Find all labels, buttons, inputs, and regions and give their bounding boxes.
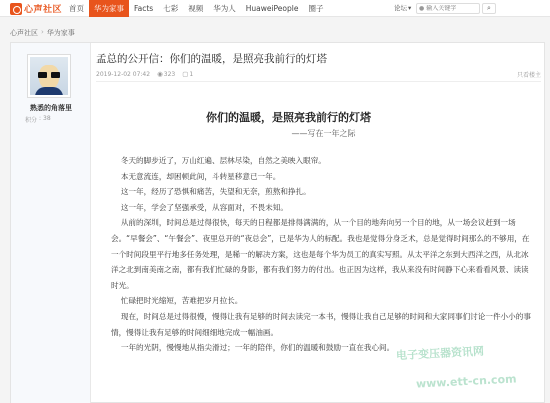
avatar-image	[30, 57, 68, 95]
post-date: 2019-12-02 07:42	[96, 70, 151, 78]
nav-item-huawei-people-cn[interactable]: 华为人	[213, 4, 236, 13]
chevron-down-icon: ▾	[408, 4, 412, 12]
avatar[interactable]	[27, 54, 71, 98]
search-scope-label: 论坛	[394, 4, 407, 12]
comment-icon: ▢	[182, 70, 189, 78]
logo-text: 心声社区	[24, 5, 63, 15]
paragraph: 现在，时间总是过得很慢，慢得让我有足够的时间去读完一本书，慢得让我自己足够的时间和大家同事们讨论一件小小的事情，慢得让我有足够的时间细细地完成一幅油画。	[111, 311, 531, 337]
author-only-link[interactable]: 只看楼主	[516, 72, 541, 79]
post-meta	[96, 70, 193, 78]
main-nav	[64, 0, 328, 17]
nav-item-huawei-people[interactable]: HuaweiPeople	[245, 4, 299, 13]
breadcrumb-item-category[interactable]: 华为家事	[46, 29, 75, 37]
paragraph: 从前的深圳，时间总是过得很快，每天的日程都是排得满满的，从一个目的地奔向另一个目的地，从一场会议赶到一场会。“早餐会”、“午餐会”、夜里总开的“夜总会”，已是华为人的标配。我也是觉得分身乏术，总是觉得时间那么的不够用，在一个时间段里平行地多任务处理，是稀一的解决方案，这也是每个华为员工的真实写照。从太平洋之东到大西洋之西，从北冰洋之北到南美南之南，都有我们忙碌的身影，都有我们努力的付出。也正因为这样，我从来没有时间静下心来看看风景、读读时光。	[111, 218, 530, 290]
magnifier-icon: ⌕	[487, 4, 491, 12]
post-views: 323	[163, 71, 176, 78]
nav-item-video[interactable]: 视频	[188, 4, 204, 13]
divider	[96, 81, 541, 82]
breadcrumb-item-home[interactable]: 心声社区	[10, 29, 38, 37]
search-scope-select[interactable]	[394, 3, 416, 14]
author-meta: 积分 : 38	[25, 115, 51, 124]
nav-item-colorful[interactable]: 七彩	[163, 4, 179, 13]
paragraph: 本无意流连，却困顿此间，斗转星移意已一年。	[120, 171, 281, 181]
nav-item-circles[interactable]: 圈子	[308, 4, 324, 13]
post-title: 孟总的公开信：你们的温暖，是照亮我前行的灯塔	[96, 53, 327, 65]
post-replies: 1	[189, 71, 194, 78]
author-sidebar	[11, 43, 91, 403]
paragraph: 一年的光阴，慢慢地从指尖滑过；一年的陪伴，你们的温暖和鼓励一直在我心间。	[120, 343, 395, 353]
logo-icon	[10, 3, 22, 15]
article-subtitle: ——写在一年之际	[291, 129, 356, 138]
eye-icon: ◉	[157, 70, 163, 78]
site-logo[interactable]	[10, 2, 62, 15]
paragraph: 这一年，学会了坚强承受，从容面对，不畏未知。	[120, 202, 288, 212]
author-meta-label: 积分	[25, 117, 38, 124]
nav-item-huawei-affairs[interactable]: 华为家事	[89, 0, 129, 17]
author-meta-value: 38	[43, 115, 51, 122]
paragraph: 冬天的脚步近了，万山红遍、层林尽染，自然之美映入眼帘。	[120, 156, 326, 165]
watermark-url: www.ett-cn.com	[415, 372, 517, 391]
paragraph: 忙碌把时光缩短，苦难把岁月拉长。	[120, 296, 243, 306]
article-title: 你们的温暖，是照亮我前行的灯塔	[206, 111, 371, 124]
search-input[interactable]	[424, 5, 478, 12]
paragraph: 这一年，经历了恐惧和痛苦，失望和无奈，煎熬和挣扎。	[120, 187, 311, 197]
search-icon: ●	[419, 5, 425, 12]
nav-item-home[interactable]: 首页	[69, 4, 84, 13]
author-name[interactable]: 熟悉的角落里	[30, 104, 72, 112]
watermark-text: 电子变压器资讯网	[395, 344, 485, 363]
nav-item-facts[interactable]: Facts	[134, 4, 154, 13]
article-body	[111, 153, 536, 356]
breadcrumb	[10, 28, 75, 38]
top-navigation-bar	[0, 0, 550, 17]
search-box	[416, 3, 480, 14]
search-button[interactable]	[482, 3, 496, 14]
breadcrumb-separator: ›	[41, 28, 44, 36]
